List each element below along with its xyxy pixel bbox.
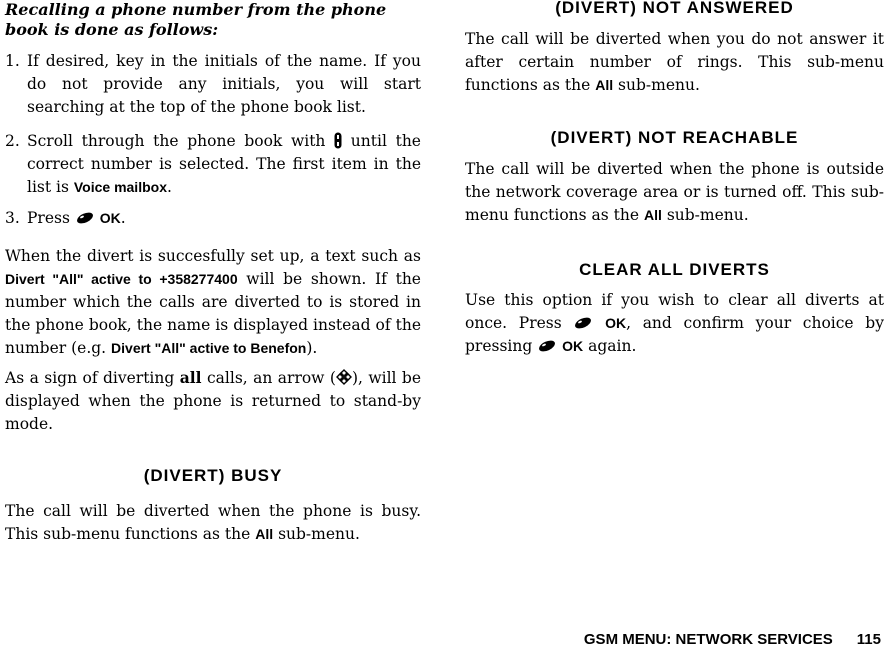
scroll-key-icon (334, 132, 342, 149)
para-text: sub-menu. (278, 525, 360, 543)
para-text: As a sign of diverting (5, 369, 175, 387)
step-text-part: . (166, 178, 172, 196)
clear-all-diverts-heading: CLEAR ALL DIVERTS (579, 260, 770, 279)
not-reachable-heading: (DIVERT) NOT REACHABLE (550, 128, 799, 147)
divert-confirmation-paragraph (5, 245, 421, 360)
divert-example-text: Divert "All" active to +358277400 (5, 271, 238, 287)
step-text-part: until the correct number is selected. The first item in the list is (27, 132, 421, 196)
divert-arrow-icon (336, 369, 352, 385)
clear-all-paragraph (465, 289, 884, 358)
para-text: Use this option if you wish to clear all diverts at once. Press (465, 291, 884, 332)
ok-button-icon (537, 340, 557, 352)
step-2 (5, 130, 421, 199)
step-3 (5, 207, 421, 230)
para-text: will be shown. If the number which the calls are diverted to is stored in the phone book, the name is displayed instead of the number (e.g. (5, 270, 421, 357)
all-submenu-label: All (255, 526, 274, 542)
para-text: ). (306, 339, 318, 357)
para-text: sub-menu. (618, 76, 700, 94)
para-text: calls, an arrow ( (207, 369, 336, 387)
not-answered-paragraph (465, 28, 884, 97)
ok-label: OK (562, 338, 584, 354)
ok-button-icon (75, 212, 95, 224)
ok-label: OK (605, 315, 627, 331)
intro-heading: Recalling a phone number from the phone book is done as follows: (5, 0, 387, 39)
all-emphasis: all (179, 368, 202, 387)
step-number: 2. (5, 132, 20, 150)
step-number: 1. (5, 52, 20, 70)
step-number: 3. (5, 209, 20, 227)
page-number: 115 (856, 631, 881, 648)
not-reachable-paragraph (465, 158, 884, 227)
para-text: The call will be diverted when the phone is outside the network coverage area or is turned off. This sub-menu functions as the (465, 160, 884, 224)
para-text: sub-menu. (666, 206, 749, 224)
para-text: again. (588, 337, 637, 355)
page-footer (584, 631, 881, 648)
step-text-part: . (120, 209, 126, 227)
all-submenu-label: All (595, 77, 614, 93)
section-title: GSM MENU: NETWORK SERVICES (583, 631, 833, 648)
step-text: If desired, key in the initials of the name. If you do not provide any initials, you will start searching at the top of the phone book list. (27, 52, 421, 116)
step-text (27, 207, 421, 230)
para-text: The call will be diverted when you do not answer it after certain number of rings. This sub-menu functions as the (465, 30, 884, 94)
step-1 (5, 50, 421, 119)
step-text-part: Press (27, 209, 70, 227)
divert-example-name: Divert "All" active to Benefon (111, 340, 307, 356)
step-text-part: Scroll through the phone book with (27, 132, 326, 150)
para-text: , and confirm your choice by pressing (465, 314, 884, 355)
busy-heading: (DIVERT) BUSY (143, 466, 283, 485)
ok-button-icon (573, 317, 593, 329)
step-text (27, 130, 421, 199)
para-text: ), will be displayed when the phone is returned to stand-by mode. (5, 369, 421, 433)
all-submenu-label: All (643, 207, 662, 223)
ok-label: OK (99, 210, 121, 226)
para-text: When the divert is succesfully set up, a text such as (5, 247, 421, 265)
divert-sign-paragraph (5, 366, 421, 436)
voice-mailbox-label: Voice mailbox (73, 179, 167, 195)
busy-paragraph (5, 500, 421, 546)
para-text: The call will be diverted when the phone is busy. This sub-menu functions as the (5, 502, 421, 543)
not-answered-heading: (DIVERT) NOT ANSWERED (555, 0, 794, 17)
